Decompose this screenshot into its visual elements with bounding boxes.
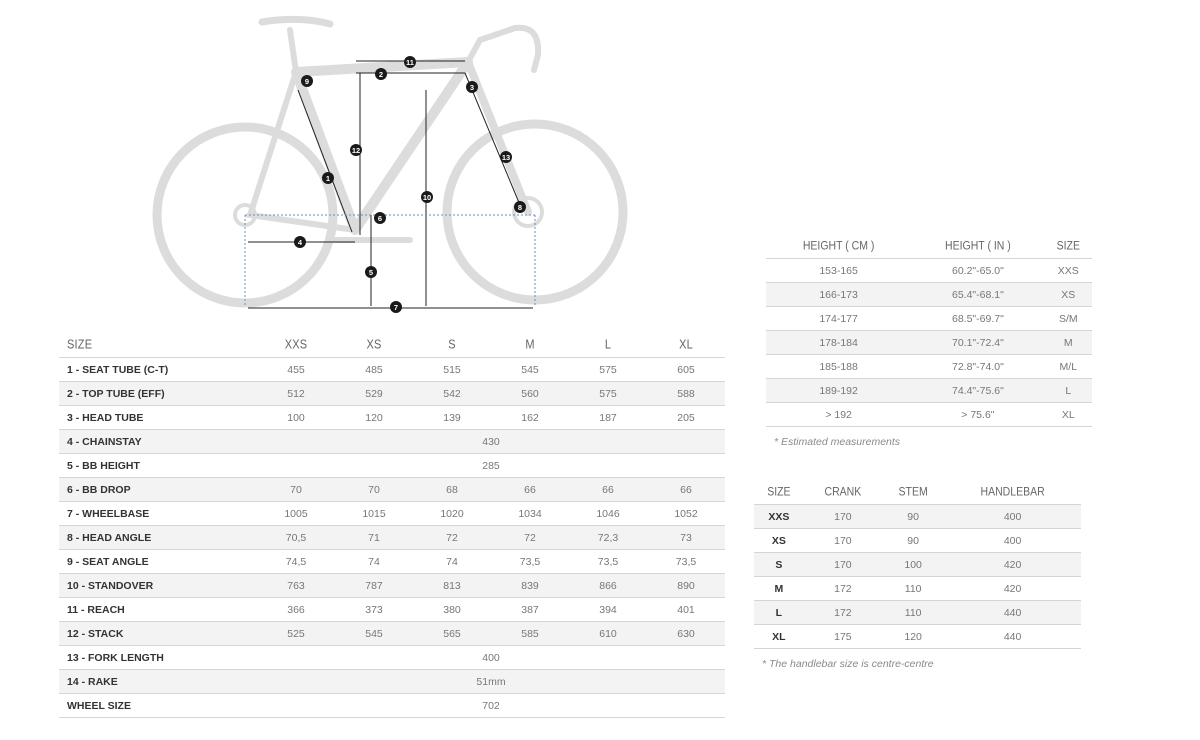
geometry-value: 575 [569, 358, 647, 382]
geometry-value: 73,5 [491, 550, 569, 574]
geometry-value: 373 [335, 598, 413, 622]
geometry-value: 74,5 [257, 550, 335, 574]
height-cell: > 192 [766, 403, 911, 427]
height-cell: XS [1045, 283, 1092, 307]
geometry-label: 4 - CHAINSTAY [59, 430, 257, 454]
geometry-value: 1015 [335, 502, 413, 526]
geometry-value: 542 [413, 382, 491, 406]
geometry-label: 6 - BB DROP [59, 478, 257, 502]
geometry-value: 74 [413, 550, 491, 574]
height-row [766, 259, 1092, 283]
marker-10 [421, 191, 433, 203]
svg-text:9: 9 [304, 76, 310, 86]
components-size: XL [754, 625, 804, 649]
geometry-row [59, 550, 725, 574]
marker-8 [514, 201, 526, 213]
height-cell: 185-188 [766, 355, 911, 379]
geometry-span-value: 400 [257, 646, 725, 670]
marker-7 [390, 301, 402, 313]
geometry-value: 1005 [257, 502, 335, 526]
handlebar-note: * The handlebar size is centre-centre [762, 658, 934, 670]
geometry-row [59, 670, 725, 694]
geometry-value: 66 [647, 478, 725, 502]
geometry-header-cell: XS [366, 338, 382, 352]
geometry-value: 565 [413, 622, 491, 646]
components-row [754, 577, 1081, 601]
geometry-row [59, 502, 725, 526]
height-row [766, 403, 1092, 427]
geometry-label: 13 - FORK LENGTH [59, 646, 257, 670]
components-table [754, 480, 1081, 649]
geometry-header-cell: XXS [284, 338, 308, 352]
components-cell: 100 [882, 553, 944, 577]
height-cell: 153-165 [766, 259, 911, 283]
geometry-value: 70,5 [257, 526, 335, 550]
geometry-span-value: 430 [257, 430, 725, 454]
geometry-value: 839 [491, 574, 569, 598]
svg-text:8: 8 [517, 202, 523, 212]
geometry-value: 72 [413, 526, 491, 550]
geometry-label: 1 - SEAT TUBE (C-T) [59, 358, 257, 382]
svg-text:4: 4 [297, 237, 303, 247]
components-cell: 400 [944, 529, 1081, 553]
geometry-label: 10 - STANDOVER [59, 574, 257, 598]
marker-4 [294, 236, 306, 248]
geometry-value: 387 [491, 598, 569, 622]
geometry-row [59, 694, 725, 718]
components-size: S [754, 553, 804, 577]
height-cell: 189-192 [766, 379, 911, 403]
marker-3 [466, 81, 478, 93]
components-cell: 440 [944, 601, 1081, 625]
height-header-cell: HEIGHT ( CM ) [802, 239, 875, 253]
geometry-value: 588 [647, 382, 725, 406]
height-cell: 174-177 [766, 307, 911, 331]
height-body [766, 259, 1092, 427]
height-size-table [766, 234, 1092, 427]
components-cell: 440 [944, 625, 1081, 649]
components-header-row [754, 480, 1081, 505]
geometry-value: 162 [491, 406, 569, 430]
geometry-value: 187 [569, 406, 647, 430]
components-cell: 170 [804, 553, 882, 577]
components-cell: 170 [804, 529, 882, 553]
geometry-value: 120 [335, 406, 413, 430]
components-row [754, 529, 1081, 553]
height-header-cell: HEIGHT ( IN ) [945, 239, 1011, 253]
geometry-row [59, 406, 725, 430]
geometry-value: 100 [257, 406, 335, 430]
geometry-label: WHEEL SIZE [59, 694, 257, 718]
marker-9 [301, 75, 313, 87]
height-cell: L [1045, 379, 1092, 403]
components-cell: 90 [882, 529, 944, 553]
geometry-row [59, 358, 725, 382]
geometry-value: 813 [413, 574, 491, 598]
geometry-label: 11 - REACH [59, 598, 257, 622]
height-header-cell: SIZE [1056, 239, 1080, 253]
height-row [766, 331, 1092, 355]
svg-text:3: 3 [469, 82, 475, 92]
geometry-label: 12 - STACK [59, 622, 257, 646]
components-cell: 120 [882, 625, 944, 649]
components-header-cell: HANDLEBAR [980, 485, 1045, 499]
geometry-value: 575 [569, 382, 647, 406]
components-cell: 110 [882, 601, 944, 625]
geometry-row [59, 526, 725, 550]
marker-5 [365, 266, 377, 278]
components-header-cell: STEM [898, 485, 928, 499]
geometry-row [59, 646, 725, 670]
geometry-value: 73 [647, 526, 725, 550]
components-cell: 420 [944, 577, 1081, 601]
geometry-value: 73,5 [569, 550, 647, 574]
components-cell: 400 [944, 505, 1081, 529]
bike-geometry-diagram [140, 10, 660, 320]
geometry-header-cell: M [525, 338, 535, 352]
components-cell: 170 [804, 505, 882, 529]
marker-11 [404, 56, 416, 68]
geometry-value: 545 [335, 622, 413, 646]
geometry-value: 1046 [569, 502, 647, 526]
svg-text:11: 11 [406, 57, 414, 67]
components-header-cell: SIZE [767, 485, 791, 499]
height-row [766, 307, 1092, 331]
components-cell: 110 [882, 577, 944, 601]
components-body [754, 505, 1081, 649]
height-cell: 74.4"-75.6" [911, 379, 1044, 403]
svg-text:6: 6 [377, 213, 383, 223]
geometry-span-value: 51mm [257, 670, 725, 694]
geometry-value: 1052 [647, 502, 725, 526]
estimated-note: * Estimated measurements [774, 436, 901, 448]
geometry-label: 7 - WHEELBASE [59, 502, 257, 526]
geometry-label: 3 - HEAD TUBE [59, 406, 257, 430]
geometry-value: 529 [335, 382, 413, 406]
height-row [766, 379, 1092, 403]
height-row [766, 355, 1092, 379]
components-cell: 175 [804, 625, 882, 649]
height-cell: M/L [1045, 355, 1092, 379]
geometry-value: 70 [335, 478, 413, 502]
geometry-span-value: 285 [257, 454, 725, 478]
svg-text:13: 13 [501, 152, 511, 162]
geometry-span-value: 702 [257, 694, 725, 718]
geometry-table [59, 333, 725, 718]
geometry-value: 74 [335, 550, 413, 574]
geometry-value: 380 [413, 598, 491, 622]
geometry-label: 2 - TOP TUBE (EFF) [59, 382, 257, 406]
geometry-value: 1034 [491, 502, 569, 526]
geometry-value: 455 [257, 358, 335, 382]
geometry-row [59, 430, 725, 454]
geometry-row [59, 622, 725, 646]
geometry-value: 73,5 [647, 550, 725, 574]
geometry-value: 72 [491, 526, 569, 550]
geometry-header-cell: S [448, 338, 456, 352]
height-cell: 68.5"-69.7" [911, 307, 1044, 331]
geometry-body [59, 358, 725, 718]
components-row [754, 553, 1081, 577]
geometry-header-cell: SIZE [67, 338, 93, 352]
geometry-value: 71 [335, 526, 413, 550]
components-size: L [754, 601, 804, 625]
geometry-value: 394 [569, 598, 647, 622]
height-cell: S/M [1045, 307, 1092, 331]
geometry-value: 630 [647, 622, 725, 646]
geometry-value: 401 [647, 598, 725, 622]
geometry-value: 366 [257, 598, 335, 622]
height-cell: 65.4"-68.1" [911, 283, 1044, 307]
svg-text:10: 10 [422, 192, 432, 202]
svg-text:12: 12 [351, 145, 361, 155]
height-cell: XXS [1045, 259, 1092, 283]
geometry-value: 205 [647, 406, 725, 430]
geometry-value: 70 [257, 478, 335, 502]
components-size: XS [754, 529, 804, 553]
height-cell: 166-173 [766, 283, 911, 307]
geometry-value: 139 [413, 406, 491, 430]
height-cell: M [1045, 331, 1092, 355]
components-size: M [754, 577, 804, 601]
height-cell: > 75.6" [911, 403, 1044, 427]
geometry-value: 525 [257, 622, 335, 646]
marker-13 [500, 151, 512, 163]
geometry-value: 787 [335, 574, 413, 598]
components-row [754, 625, 1081, 649]
geometry-label: 9 - SEAT ANGLE [59, 550, 257, 574]
components-row [754, 505, 1081, 529]
geometry-label: 14 - RAKE [59, 670, 257, 694]
svg-text:1: 1 [325, 173, 331, 183]
geometry-row [59, 478, 725, 502]
marker-1 [322, 172, 334, 184]
geometry-value: 512 [257, 382, 335, 406]
geometry-value: 515 [413, 358, 491, 382]
geometry-value: 610 [569, 622, 647, 646]
geometry-value: 890 [647, 574, 725, 598]
svg-text:2: 2 [378, 69, 384, 79]
geometry-value: 545 [491, 358, 569, 382]
geometry-row [59, 382, 725, 406]
geometry-value: 72,3 [569, 526, 647, 550]
geometry-label: 5 - BB HEIGHT [59, 454, 257, 478]
geometry-header-cell: L [604, 338, 612, 352]
geometry-header-cell: XL [679, 338, 693, 352]
components-size: XXS [754, 505, 804, 529]
geometry-row [59, 574, 725, 598]
height-cell: 60.2"-65.0" [911, 259, 1044, 283]
geometry-value: 66 [491, 478, 569, 502]
geometry-row [59, 598, 725, 622]
components-cell: 172 [804, 577, 882, 601]
height-header-row [766, 234, 1092, 259]
svg-text:5: 5 [368, 267, 374, 277]
bike-silhouette [157, 19, 623, 303]
height-cell: 72.8"-74.0" [911, 355, 1044, 379]
marker-6 [374, 212, 386, 224]
svg-text:7: 7 [393, 302, 399, 312]
components-row [754, 601, 1081, 625]
marker-12 [350, 144, 362, 156]
geometry-header-row [59, 333, 725, 358]
components-cell: 90 [882, 505, 944, 529]
height-cell: 178-184 [766, 331, 911, 355]
height-cell: 70.1"-72.4" [911, 331, 1044, 355]
components-cell: 420 [944, 553, 1081, 577]
geometry-value: 1020 [413, 502, 491, 526]
components-header-cell: CRANK [824, 485, 862, 499]
height-row [766, 283, 1092, 307]
height-cell: XL [1045, 403, 1092, 427]
geometry-value: 605 [647, 358, 725, 382]
geometry-value: 485 [335, 358, 413, 382]
geometry-value: 763 [257, 574, 335, 598]
geometry-label: 8 - HEAD ANGLE [59, 526, 257, 550]
geometry-value: 560 [491, 382, 569, 406]
geometry-value: 68 [413, 478, 491, 502]
marker-2 [375, 68, 387, 80]
components-cell: 172 [804, 601, 882, 625]
geometry-value: 866 [569, 574, 647, 598]
geometry-value: 66 [569, 478, 647, 502]
geometry-row [59, 454, 725, 478]
geometry-value: 585 [491, 622, 569, 646]
